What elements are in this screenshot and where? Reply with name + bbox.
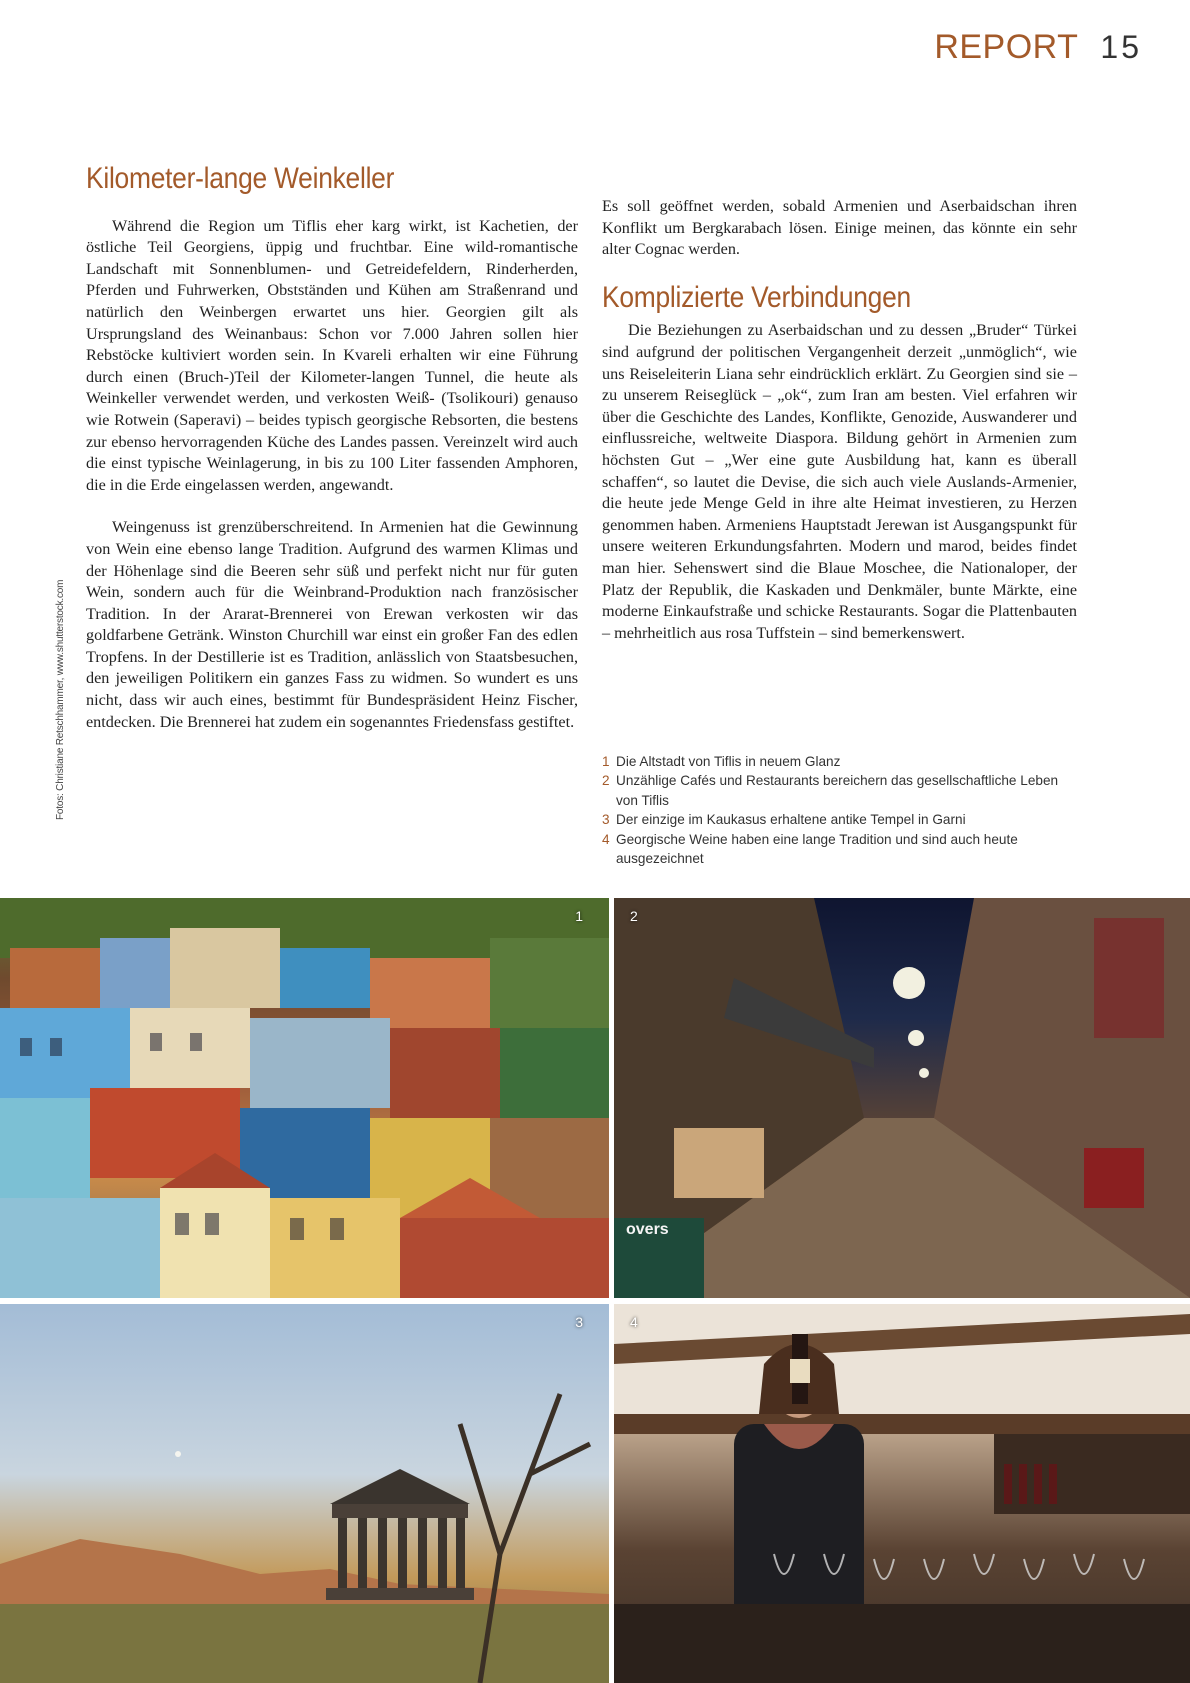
photo-illustration — [0, 1304, 609, 1683]
photo-illustration — [614, 1304, 1190, 1683]
caption-item: 4 Georgische Weine haben eine lange Tradition und sind auch heute ausgezeichnet — [602, 831, 1018, 867]
caption-item: 1 Die Altstadt von Tiflis in neuem Glanz — [602, 754, 841, 769]
paragraph: Während die Region um Tiflis eher karg wirkt, ist Kachetien, der östliche Teil Georgiens, üppig und fruchtbar. Eine wild-romantische Landschaft mit Sonnenblumen- und Getreidefeldern, Rinderherden, Pferden und Fuhrwerken, Obstständen und Kühen am Straßenrand und natürlich den Weinbergen erwartet uns hier. Georgien gilt als Ursprungsland des Weinanbaus: Schon vor 7.000 Jahren sollen hier Rebstöcke kultiviert worden sein. In Kvareli erhalten wir eine Führung durch einen (Bruch-)Teil der Kilometer-langen Tunnel, die heute als Weinkeller verwendet werden, und verkosten Weiß- (Tsolikouri) genauso wie Rotwein (Saperavi) – beides typisch georgische Rebsorten, die bestens zur ebenso hervorragenden Küche des Landes passen. Vereinzelt wird auch die einst typische Weinlagerung, in bis zu 100 Liter fassenden Amphoren, die in die Erde eingelassen werden, angewandt. — [86, 216, 578, 494]
photo-garni-temple — [0, 1304, 609, 1683]
sign-text: overs — [626, 1221, 669, 1238]
heading-weinkeller: Kilometer-lange Weinkeller — [86, 162, 395, 195]
article-column-left — [86, 162, 578, 733]
photo-tiflis-cafe-street — [614, 898, 1190, 1298]
photo-illustration — [0, 898, 609, 1298]
section-title: REPORT — [934, 28, 1079, 66]
photo-number: 2 — [630, 908, 638, 924]
photo-number: 3 — [575, 1314, 583, 1330]
heading-verbindungen: Komplizierte Verbindungen — [602, 280, 911, 314]
paragraph: Weingenuss ist grenzüberschreitend. In Armenien hat die Gewinnung von Wein eine ebenso lange Tradition. Aufgrund des warmen Klimas und der Höhenlage sind die Beeren sehr süß und perfekt nicht nur für guten Wein, sondern auch für die Weinbrand-Produktion nach französischer Tradition. In der Ararat-Brennerei von Erewan verkosten wir das goldfarbene Getränk. Winston Churchill war einst ein großer Fan des edlen Tropfens. In der Destillerie ist es Tradition, anlässlich von Staatsbesuchen, den jeweiligen Politikern ein ganzes Fass zu widmen. So wundert es uns nicht, dass wir auch eines, bestimmt für Bundespräsident Heinz Fischer, entdecken. Die Brennerei hat zudem ein sogenanntes Friedensfass gestiftet. — [86, 518, 578, 731]
photo-tiflis-old-town — [0, 898, 609, 1298]
caption-item: 3 Der einzige im Kaukasus erhaltene antike Tempel in Garni — [602, 812, 966, 828]
article-column-right — [602, 196, 1077, 644]
photo-wine-tasting — [614, 1304, 1190, 1683]
photo-credit: Fotos: Christiane Retschhammer, www.shutterstock.com — [55, 579, 66, 820]
caption-item: 2 Unzählige Cafés und Restaurants bereichern das gesellschaftliche Leben von Tiflis — [602, 773, 1059, 808]
photo-number: 1 — [575, 908, 583, 924]
photo-captions — [602, 752, 1072, 868]
paragraph: Die Beziehungen zu Aserbaidschan und zu dessen „Bruder“ Türkei sind aufgrund der politischen Vergangenheit derzeit „unmöglich“, wie uns Reiseleiterin Liana sehr eindrücklich erklärt. Zu Georgien sind sie – zu unserem Reiseglück – „ok“, zum Iran am besten. Viel erfahren wir über die Geschichte des Landes, Konflikte, Genozide, Auswanderer und einflussreiche, weltweite Diaspora. Bildung gehört in Armenien zum höchsten Gut – „Wer eine gute Ausbildung hat, kann es überall schaffen“, so lautet die Devise, die sich auch viele Auslands-Armenier, die heute jede Menge Geld in ihre alte Heimat investieren, zu Herzen genommen haben. Armeniens Hauptstadt Jerewan ist Ausgangspunkt für unsere weiteren Erkundungsfahrten. Modern und marod, beides findet man hier. Sehenswert sind die Blaue Moschee, die Nationaloper, der Platz der Republik, die Kaskaden und Denkmäler, bunte Märkte, eine moderne Einkaufstraße und schicke Restaurants. Sogar die Plattenbauten – mehrheitlich aus rosa Tuffstein – sind bemerkenswert. — [602, 321, 1077, 642]
page-number: 15 — [1100, 29, 1142, 65]
page-header — [934, 28, 1142, 67]
photo-illustration — [614, 898, 1190, 1298]
photo-number: 4 — [630, 1314, 638, 1330]
paragraph: Es soll geöffnet werden, sobald Armenien und Aserbaidschan ihren Konflikt um Bergkarabach lösen. Einige meinen, das könnte ein sehr alter Cognac werden. — [602, 197, 1077, 259]
